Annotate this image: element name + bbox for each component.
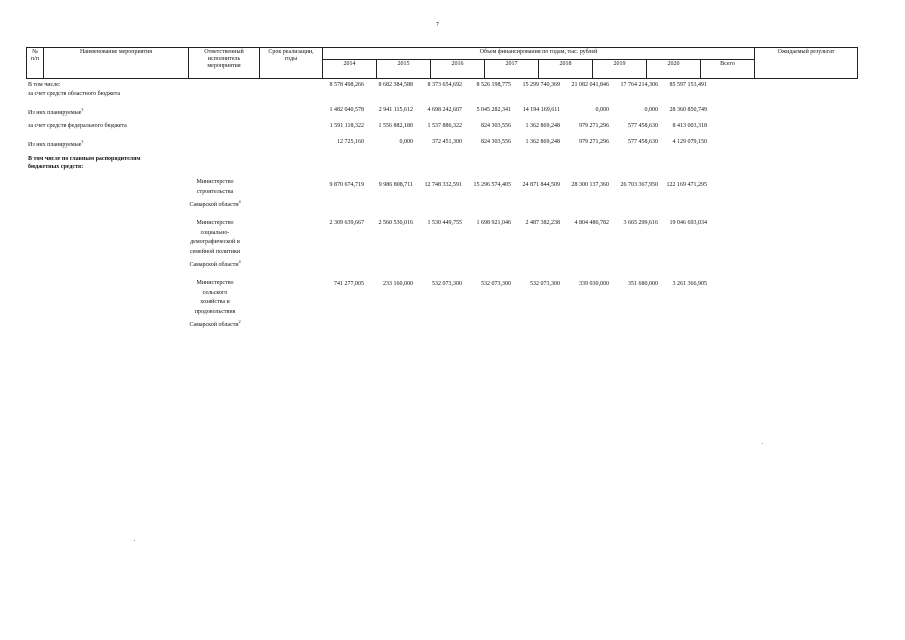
ministry-value-cell: 233 160,000 bbox=[383, 281, 413, 287]
ministry-value-cell: 24 871 844,509 bbox=[522, 182, 560, 188]
value-cell: 577 458,630 bbox=[628, 139, 658, 145]
value-cell: 1 362 869,248 bbox=[525, 123, 560, 129]
header-col-name: Наименование мероприятия bbox=[44, 48, 189, 79]
row-label-including: В том числе: bbox=[28, 82, 61, 88]
value-cell: 2 941 115,612 bbox=[378, 107, 413, 113]
ministry-construction: Министерство строительства Самарской области$^4$ bbox=[189, 179, 241, 208]
value-cell: 85 597 153,491 bbox=[669, 82, 707, 88]
ministry-value-cell: 3 261 366,905 bbox=[672, 281, 707, 287]
value-cell: 577 458,630 bbox=[628, 123, 658, 129]
ministry-value-cell: 339 030,000 bbox=[579, 281, 609, 287]
page-number: 7 bbox=[436, 22, 439, 28]
header-col-result: Ожидаемый результат bbox=[755, 48, 858, 79]
ministry-value-cell: 532 073,300 bbox=[530, 281, 560, 287]
value-cell: 12 725,160 bbox=[337, 139, 364, 145]
ministry-value-cell: 12 748 332,591 bbox=[424, 182, 462, 188]
ministry-value-cell: 1 530 449,755 bbox=[427, 220, 462, 226]
ministry-value-cell: 532 073,300 bbox=[432, 281, 462, 287]
value-cell: 5 045 282,341 bbox=[476, 107, 511, 113]
header-col-number: № п/п bbox=[27, 48, 44, 79]
value-cell: 0,000 bbox=[644, 107, 658, 113]
value-cell: 372 451,300 bbox=[432, 139, 462, 145]
header-year-total: Всего bbox=[701, 60, 755, 79]
ministry-value-cell: 2 487 382,238 bbox=[525, 220, 560, 226]
row-label-planned-federal: Из них планируемые$^3$ bbox=[28, 139, 84, 148]
value-cell: 4 129 079,150 bbox=[672, 139, 707, 145]
value-cell: 824 303,556 bbox=[481, 123, 511, 129]
header-col-executor: Ответственный исполнитель мероприятия bbox=[189, 48, 260, 79]
value-cell: 28 360 850,749 bbox=[669, 107, 707, 113]
value-cell: 14 194 169,611 bbox=[522, 107, 560, 113]
value-cell: 0,000 bbox=[595, 107, 609, 113]
value-cell: 8 526 198,775 bbox=[476, 82, 511, 88]
ministry-value-cell: 26 703 367,950 bbox=[620, 182, 658, 188]
header-year-2018: 2018 bbox=[539, 60, 593, 79]
value-cell: 17 764 214,306 bbox=[620, 82, 658, 88]
header-year-2019: 2019 bbox=[593, 60, 647, 79]
row-label-federal-budget: за счет средств федерального бюджета bbox=[28, 123, 127, 129]
header-col-funding: Объем финансирования по годам, тыс. рублей bbox=[323, 48, 755, 60]
value-cell: 8 578 498,266 bbox=[329, 82, 364, 88]
header-year-2020: 2020 bbox=[647, 60, 701, 79]
ministry-value-cell: 15 296 574,405 bbox=[473, 182, 511, 188]
section-title: В том числе по главным распорядителям bbox=[28, 156, 141, 162]
value-cell: 979 271,296 bbox=[579, 139, 609, 145]
value-cell: 8 413 003,318 bbox=[672, 123, 707, 129]
section-title-line2: бюджетных средств: bbox=[28, 164, 84, 170]
value-cell: 1 362 869,248 bbox=[525, 139, 560, 145]
value-cell: 1 591 118,322 bbox=[329, 123, 364, 129]
value-cell: 1 537 886,322 bbox=[427, 123, 462, 129]
ministry-value-cell: 1 698 921,046 bbox=[476, 220, 511, 226]
value-cell: 8 373 654,692 bbox=[427, 82, 462, 88]
ministry-value-cell: 2 560 530,016 bbox=[378, 220, 413, 226]
ministry-value-cell: 351 680,000 bbox=[628, 281, 658, 287]
header-year-2017: 2017 bbox=[485, 60, 539, 79]
value-cell: 0,000 bbox=[399, 139, 413, 145]
ministry-value-cell: 4 804 486,782 bbox=[574, 220, 609, 226]
ministry-agriculture: Министерство сельского хозяйства и продовольствия Самарской области$^2$ bbox=[189, 280, 241, 328]
ministry-value-cell: 122 169 471,295 bbox=[666, 182, 707, 188]
value-cell: 4 698 242,607 bbox=[427, 107, 462, 113]
value-cell: 1 482 040,578 bbox=[329, 107, 364, 113]
row-label-regional-budget: за счет средств областного бюджета bbox=[28, 91, 121, 97]
header-col-period: Срок реализации, годы bbox=[260, 48, 323, 79]
ministry-value-cell: 2 309 639,667 bbox=[329, 220, 364, 226]
ministry-value-cell: 532 073,300 bbox=[481, 281, 511, 287]
ministry-value-cell: 3 665 299,616 bbox=[623, 220, 658, 226]
ministry-value-cell: 741 277,005 bbox=[334, 281, 364, 287]
scan-speck bbox=[762, 443, 763, 444]
ministry-value-cell: 19 046 693,034 bbox=[669, 220, 707, 226]
value-cell: 979 271,296 bbox=[579, 123, 609, 129]
value-cell: 8 682 384,588 bbox=[378, 82, 413, 88]
header-year-2014: 2014 bbox=[323, 60, 377, 79]
ministry-value-cell: 9 986 808,711 bbox=[378, 182, 413, 188]
header-table bbox=[26, 47, 858, 79]
value-cell: 15 299 740,369 bbox=[522, 82, 560, 88]
row-label-planned-regional: Из них планируемые$^3$ bbox=[28, 107, 84, 116]
scan-speck bbox=[134, 540, 135, 541]
header-year-2016: 2016 bbox=[431, 60, 485, 79]
ministry-value-cell: 9 870 674,719 bbox=[329, 182, 364, 188]
header-year-2015: 2015 bbox=[377, 60, 431, 79]
value-cell: 824 303,556 bbox=[481, 139, 511, 145]
ministry-value-cell: 28 300 137,360 bbox=[571, 182, 609, 188]
value-cell: 21 082 041,846 bbox=[571, 82, 609, 88]
value-cell: 1 556 882,180 bbox=[378, 123, 413, 129]
ministry-social-demographic: Министерство социально- демографической и семейной политики Самарской области$^4$ bbox=[189, 220, 241, 268]
